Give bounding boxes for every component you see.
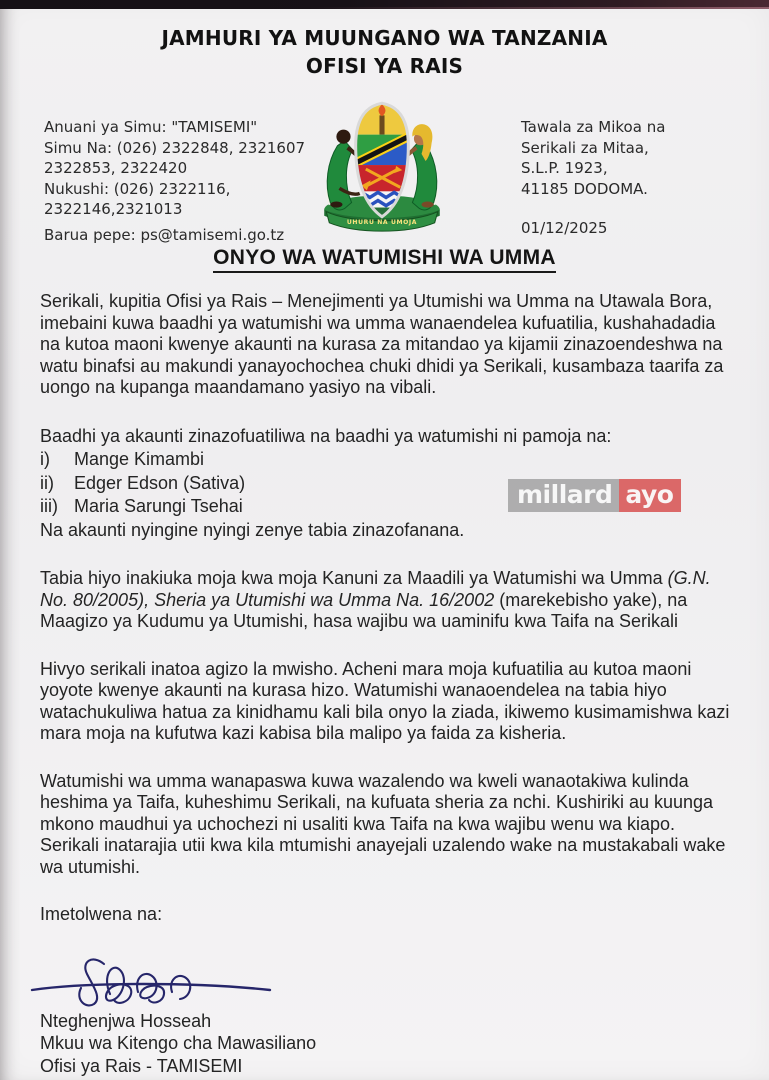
signature-scribble [26, 952, 276, 1010]
list-item-marker: i) [40, 449, 50, 469]
list-item-text: Maria Sarungi Tsehai [74, 496, 243, 516]
paragraph-3-italic-citation: (G.N. No. 80/2005), Sheria ya Utumishi wa Umma Na. 16/2002 [40, 568, 711, 610]
contact-line: Nukushi: (026) 2322116, [44, 179, 231, 198]
signer-office: Ofisi ya Rais - TAMISEMI [40, 1055, 243, 1076]
contact-email-line: Barua pepe: ps@tamisemi.go.tz [44, 225, 285, 244]
list-item-text: Edger Edson (Sativa) [74, 472, 246, 493]
republic-title: JAMHURI YA MUUNGANO WA TANZANIA [161, 26, 608, 50]
paragraph-1: Serikali, kupitia Ofisi ya Rais – Menejimenti ya Utumishi wa Umma na Utawala Bora, imebaini kuwa baadhi ya watumishi wa umma wanaendelea kufuatilia, kushahadadia na kutoa maoni kwenye akaunti na kurasa za mitandao ya kijamii zinazoendeshwa na watu binafsi au makundi yanayochochea chuki dhidi ya Serikali, kusambaza taarifa za uongo na kupanga maandamano yasiyo na vibali. [40, 291, 724, 397]
list-outro: Na akaunti nyingine nyingi zenye tabia zinazofanana. [40, 519, 465, 540]
document-header-title [0, 24, 769, 80]
list-item-marker: ii) [40, 472, 54, 493]
subject-heading-text: ONYO WA WATUMISHI WA UMMA [213, 246, 556, 273]
contact-line: 2322146,2321013 [44, 200, 183, 218]
signer-name: Nteghenjwa Hosseah [40, 1010, 212, 1031]
address-line: S.L.P. 1923, [521, 159, 608, 177]
watermark-part-millard: millard [508, 479, 619, 512]
office-title: OFISI YA RAIS [305, 54, 464, 78]
letter-body [40, 291, 732, 1077]
watermark-part-ayo: ayo [619, 479, 681, 512]
paragraph-3 [40, 568, 732, 633]
issued-by-label: Imetolwena na: [40, 904, 163, 924]
millardayo-watermark [508, 479, 681, 512]
signer-block [40, 1010, 732, 1078]
list-intro-line [40, 425, 732, 449]
contact-line: Anuani ya Simu: "TAMISEMI" [44, 118, 258, 136]
paragraph-3-regular-1: Tabia hiyo inakiuka moja kwa moja Kanuni za Maadili ya Watumishi wa Umma [40, 568, 668, 588]
signature-area [26, 952, 732, 1010]
document-date: 01/12/2025 [521, 219, 608, 237]
tanzania-coat-of-arms [306, 91, 458, 238]
paragraph-4: Hivyo serikali inatoa agizo la mwisho. Acheni mara moja kufuatilia au kutoa maoni yoyote kwenye akaunti na kurasa hizo. Watumishi wanaoendelea na tabia hiyo watachukuliwa hatua za kinidhamu kali bila onyo la ziada, ikiwemo kusimamishwa kazi mara moja na kufutwa kazi kabisa bila malipo ya faida za kisheria. [40, 658, 730, 743]
address-line: 41185 DODOMA. [521, 179, 648, 198]
address-line: Tawala za Mikoa na [521, 118, 666, 136]
list-item-text: Mange Kimambi [74, 449, 205, 469]
paragraph-3-regular-2: (marekebisho yake), na Maagizo ya Kudumu ya Utumishi, hasa wajibu wa uaminifu kwa Taifa na Serikali [40, 589, 688, 631]
paragraph-5: Watumishi wa umma wanapaswa kuwa wazalendo wa kweli wanaotakiwa kulinda heshima ya Taifa, kuheshimu Serikali, na kufuata sheria za nchi. Kushiriki au kuunga mkono maudhui ya uchochezi ni usaliti kwa Taifa na kwa wajibu wenu wa kiapo. Serikali inatarajia utii kwa kila mtumishi anayejali uzalendo wake na mustakabali wake wa utumishi. [40, 770, 726, 877]
coat-of-arms-graphic [306, 91, 458, 233]
list-item [40, 448, 732, 472]
contact-line: Simu Na: (026) 2322848, 2321607 [44, 138, 306, 157]
contact-block [44, 117, 324, 245]
address-line: Serikali za Mitaa, [521, 138, 649, 157]
list-intro-text: Baadhi ya akaunti zinazofuatiliwa na baadhi ya watumishi ni pamoja na: [40, 425, 612, 446]
motto-text: UHURU NA UMOJA [346, 218, 418, 226]
address-block [521, 117, 731, 239]
contact-line: 2322853, 2322420 [44, 159, 188, 177]
subject-heading [0, 246, 769, 273]
list-item-marker: iii) [40, 496, 58, 516]
photo-top-edge [0, 0, 769, 9]
signer-title: Mkuu wa Kitengo cha Mawasiliano [40, 1033, 317, 1053]
